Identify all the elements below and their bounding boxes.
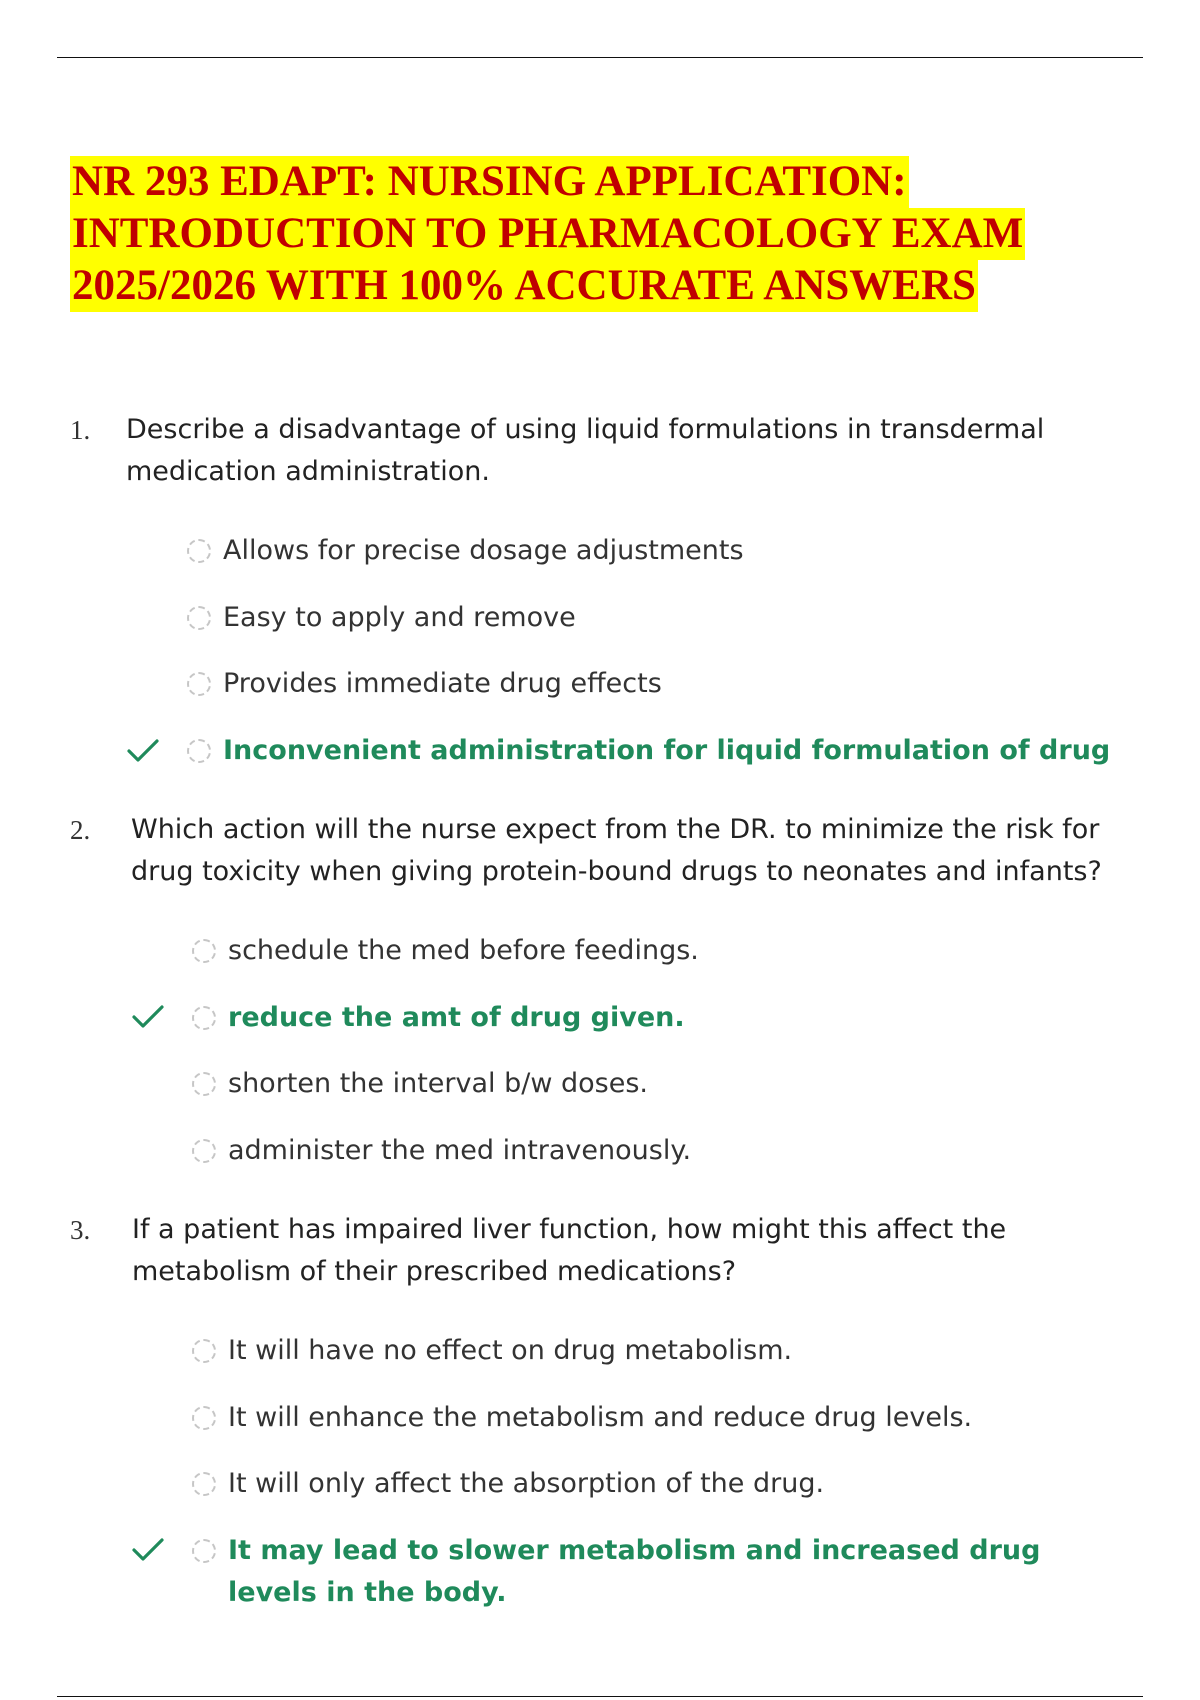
radio-icon[interactable]	[187, 739, 211, 763]
answer-option-text: reduce the amt of drug given.	[228, 1002, 685, 1033]
answer-option-text: schedule the med before feedings.	[228, 935, 699, 966]
answer-option[interactable]	[192, 1063, 648, 1105]
question-number: 1.	[70, 415, 91, 445]
top-divider	[57, 57, 1143, 58]
radio-icon[interactable]	[187, 606, 211, 630]
title-line: 2025/2026 WITH 100% ACCURATE ANSWERS	[70, 260, 978, 312]
bottom-divider	[57, 1696, 1143, 1697]
answer-option[interactable]	[187, 530, 744, 572]
answer-option[interactable]	[192, 930, 699, 972]
title-line: INTRODUCTION TO PHARMACOLOGY EXAM	[70, 208, 1025, 260]
answer-option-correct[interactable]	[187, 730, 1110, 772]
answer-option-correct[interactable]	[192, 997, 685, 1039]
question-text: Describe a disadvantage of using liquid formulations in transdermal medication administration.	[126, 414, 1045, 487]
answer-option-text: Inconvenient administration for liquid formulation of drug	[223, 735, 1111, 766]
checkmark-icon	[131, 1537, 165, 1563]
answer-option-text: administer the med intravenously.	[228, 1135, 692, 1166]
answer-option-text: It will have no effect on drug metabolism.	[228, 1335, 793, 1366]
answer-option-text: It will only affect the absorption of the drug.	[228, 1468, 825, 1499]
answer-option-correct[interactable]	[192, 1530, 1088, 1614]
answer-option-text: It will enhance the metabolism and reduce drug levels.	[228, 1402, 973, 1433]
radio-icon[interactable]	[192, 1006, 216, 1030]
checkmark-icon	[126, 738, 160, 764]
answer-option[interactable]	[187, 597, 576, 639]
answer-option[interactable]	[192, 1463, 824, 1505]
title-line: NR 293 EDAPT: NURSING APPLICATION:	[70, 156, 909, 208]
radio-icon[interactable]	[192, 1539, 216, 1563]
answer-option[interactable]	[192, 1130, 691, 1172]
question-number: 2.	[70, 815, 91, 845]
answer-option[interactable]	[192, 1330, 792, 1372]
radio-icon[interactable]	[192, 1406, 216, 1430]
answer-option[interactable]	[192, 1397, 972, 1439]
answer-option-text: It may lead to slower metabolism and increased drug levels in the body.	[228, 1535, 1041, 1608]
document-title	[70, 156, 1025, 312]
answer-option-text: Allows for precise dosage adjustments	[223, 535, 744, 566]
radio-icon[interactable]	[187, 672, 211, 696]
radio-icon[interactable]	[192, 1072, 216, 1096]
answer-option-text: Provides immediate drug effects	[223, 668, 662, 699]
radio-icon[interactable]	[192, 1339, 216, 1363]
radio-icon[interactable]	[192, 1472, 216, 1496]
answer-option[interactable]	[187, 663, 662, 705]
answer-option-text: Easy to apply and remove	[223, 602, 576, 633]
radio-icon[interactable]	[187, 539, 211, 563]
radio-icon[interactable]	[192, 939, 216, 963]
question-number: 3.	[70, 1215, 91, 1245]
question-text: Which action will the nurse expect from the DR. to minimize the risk for drug toxicity when giving protein-bound drugs to neonates and infants?	[131, 814, 1102, 887]
radio-icon[interactable]	[192, 1139, 216, 1163]
question-text: If a patient has impaired liver function, how might this affect the metabolism of their prescribed medications?	[132, 1214, 1007, 1287]
checkmark-icon	[131, 1004, 165, 1030]
answer-option-text: shorten the interval b/w doses.	[228, 1068, 648, 1099]
